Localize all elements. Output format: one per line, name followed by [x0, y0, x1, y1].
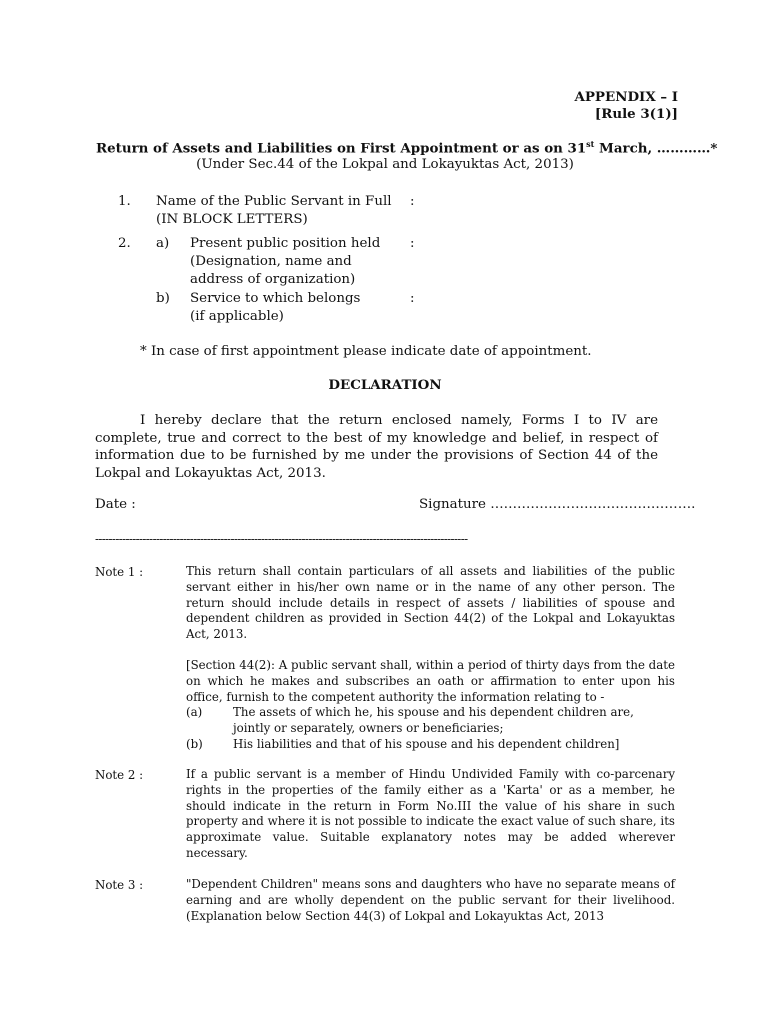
title-suffix: March, …………*	[594, 140, 718, 157]
document-title	[96, 139, 717, 156]
field-2a-sublabel-2: address of organization)	[190, 272, 356, 287]
field-2a-letter: a)	[156, 236, 170, 251]
field-2b-letter: b)	[156, 291, 170, 306]
note-3-label: Note 3 :	[95, 878, 144, 892]
note-2-text: If a public servant is a member of Hindu Undivided Family with co-parcenary rights in the properties of the family either as a 'Karta' or as a member, he should indicate in the return in Form No.III the value of his share in such property and where it is not possible to indicate the exact value of such share, its approximate value. Suitable explanatory notes may be added wherever necessary.	[186, 767, 675, 860]
sub-item-a-line-2: jointly or separately, owners or beneficiaries;	[233, 721, 504, 735]
separator-line: --------------------------------------------------------------------------------------------------------------	[95, 532, 468, 546]
field-2a-sublabel-1: (Designation, name and	[190, 254, 352, 269]
sub-item-b-text: His liabilities and that of his spouse and his dependent children]	[233, 737, 620, 751]
field-2a-colon: :	[410, 236, 415, 251]
declaration-heading: DECLARATION	[328, 377, 442, 393]
note-2-label: Note 2 :	[95, 768, 144, 782]
field-1-label: Name of the Public Servant in Full	[156, 194, 392, 209]
title-prefix: Return of Assets and Liabilities on First Appointment or as on 31	[96, 140, 587, 157]
section-44-2-text: [Section 44(2): A public servant shall, within a period of thirty days from the date on which he makes and subscribes an oath or affirmation to enter upon his office, furnish to the competent authority the information relating to -	[186, 658, 675, 704]
field-2b-label: Service to which belongs	[190, 291, 361, 306]
field-2b-colon: :	[410, 291, 415, 306]
note-1-label: Note 1 :	[95, 565, 144, 579]
field-1-colon: :	[410, 194, 415, 209]
appointment-footnote: * In case of first appointment please indicate date of appointment.	[140, 344, 592, 359]
field-1-number: 1.	[118, 194, 131, 209]
sub-item-b-label: (b)	[186, 737, 203, 751]
sub-item-a-label: (a)	[186, 705, 203, 719]
sub-item-a-line-1: The assets of which he, his spouse and his dependent children are,	[233, 705, 634, 719]
note-1-text: This return shall contain particulars of all assets and liabilities of the public servant either in his/her own name or in the name of any other person. The return should include details in respect of assets / liabilities of spouse and dependent children as provided in Section 44(2) of the Lokpal and Lokayuktas Act, 2013.	[186, 564, 675, 642]
document-subtitle: (Under Sec.44 of the Lokpal and Lokayuktas Act, 2013)	[196, 157, 574, 172]
field-2-number: 2.	[118, 236, 131, 251]
field-2b-sublabel: (if applicable)	[190, 309, 284, 324]
appendix-number: APPENDIX – I	[574, 89, 678, 105]
date-label: Date :	[95, 497, 136, 512]
field-2a-label: Present public position held	[190, 236, 381, 251]
note-3-text: "Dependent Children" means sons and daughters who have no separate means of earning and are wholly dependent on the public servant for their livelihood. (Explanation below Section 44(3) of Lokpal and Lokayuktas Act, 2013	[186, 877, 675, 923]
field-1-sublabel: (IN BLOCK LETTERS)	[156, 212, 308, 227]
signature-label: Signature ……………………………………….	[419, 497, 696, 512]
rule-reference: [Rule 3(1)]	[594, 106, 678, 122]
declaration-body: I hereby declare that the return enclosed namely, Forms I to IV are complete, true and correct to the best of my knowledge and belief, in respect of information due to be furnished by me under the provisions of Section 44 of the Lokpal and Lokayuktas Act, 2013.	[95, 413, 658, 481]
title-superscript: st	[586, 139, 595, 149]
